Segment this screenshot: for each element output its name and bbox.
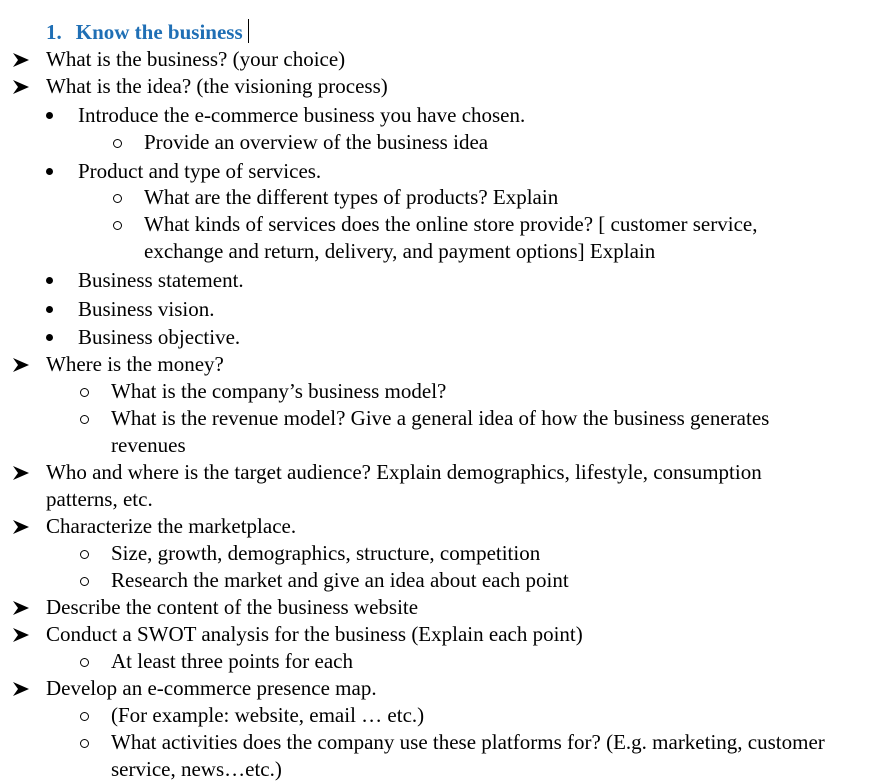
arrow-bullet-icon xyxy=(13,594,29,621)
list-item: At least three points for each xyxy=(111,649,353,673)
list-item: (For example: website, email … etc.) xyxy=(111,703,425,727)
list-item: What activities does the company use these platforms for? (E.g. marketing, customer xyxy=(111,730,825,754)
list-item: Describe the content of the business website xyxy=(46,595,419,619)
text-cursor xyxy=(248,19,249,43)
arrow-bullet-icon xyxy=(13,73,29,100)
bullet-circle-icon xyxy=(113,221,122,230)
list-item: Business vision. xyxy=(78,297,215,321)
arrow-bullet-icon xyxy=(13,46,29,73)
bullet-circle-icon xyxy=(80,658,89,667)
bullet-circle-icon xyxy=(113,139,122,148)
list-item: Product and type of services. xyxy=(78,159,322,183)
list-item: Develop an e-commerce presence map. xyxy=(46,676,377,700)
heading-number: 1. xyxy=(46,20,62,44)
list-item: Business statement. xyxy=(78,268,244,292)
list-item: Introduce the e-commerce business you have chosen. xyxy=(78,103,526,127)
arrow-bullet-icon xyxy=(13,459,29,486)
list-item: Size, growth, demographics, structure, competition xyxy=(111,541,541,565)
arrow-bullet-icon xyxy=(13,351,29,378)
list-item: What is the idea? (the visioning process) xyxy=(46,74,388,98)
bullet-circle-icon xyxy=(80,739,89,748)
bullet-circle-icon xyxy=(80,712,89,721)
arrow-bullet-icon xyxy=(13,621,29,648)
list-item-continuation: exchange and return, delivery, and payment options] Explain xyxy=(144,239,656,263)
list-item: Provide an overview of the business idea xyxy=(144,130,489,154)
bullet-dot-icon xyxy=(46,168,53,175)
list-item: What are the different types of products? Explain xyxy=(144,185,559,209)
list-item: Research the market and give an idea about each point xyxy=(111,568,569,592)
heading-title: Know the business xyxy=(75,20,243,44)
bullet-circle-icon xyxy=(113,194,122,203)
list-item-continuation: revenues xyxy=(111,433,186,457)
bullet-circle-icon xyxy=(80,550,89,559)
bullet-dot-icon xyxy=(46,112,53,119)
list-item: Conduct a SWOT analysis for the business (Explain each point) xyxy=(46,622,583,646)
list-item: What kinds of services does the online store provide? [ customer service, xyxy=(144,212,758,236)
bullet-dot-icon xyxy=(46,306,53,313)
bullet-dot-icon xyxy=(46,277,53,284)
list-item: Business objective. xyxy=(78,325,241,349)
list-item: What is the business? (your choice) xyxy=(46,47,346,71)
arrow-bullet-icon xyxy=(13,675,29,702)
list-item: Who and where is the target audience? Explain demographics, lifestyle, consumption xyxy=(46,460,762,484)
bullet-circle-icon xyxy=(80,388,89,397)
list-item: What is the revenue model? Give a general idea of how the business generates xyxy=(111,406,770,430)
bullet-dot-icon xyxy=(46,334,53,341)
section-heading[interactable] xyxy=(46,19,249,46)
list-item: Where is the money? xyxy=(46,352,224,376)
arrow-bullet-icon xyxy=(13,513,29,540)
bullet-circle-icon xyxy=(80,577,89,586)
bullet-circle-icon xyxy=(80,415,89,424)
list-item-continuation: service, news…etc.) xyxy=(111,757,282,781)
list-item: Characterize the marketplace. xyxy=(46,514,297,538)
list-item: What is the company’s business model? xyxy=(111,379,447,403)
list-item-continuation: patterns, etc. xyxy=(46,487,153,511)
